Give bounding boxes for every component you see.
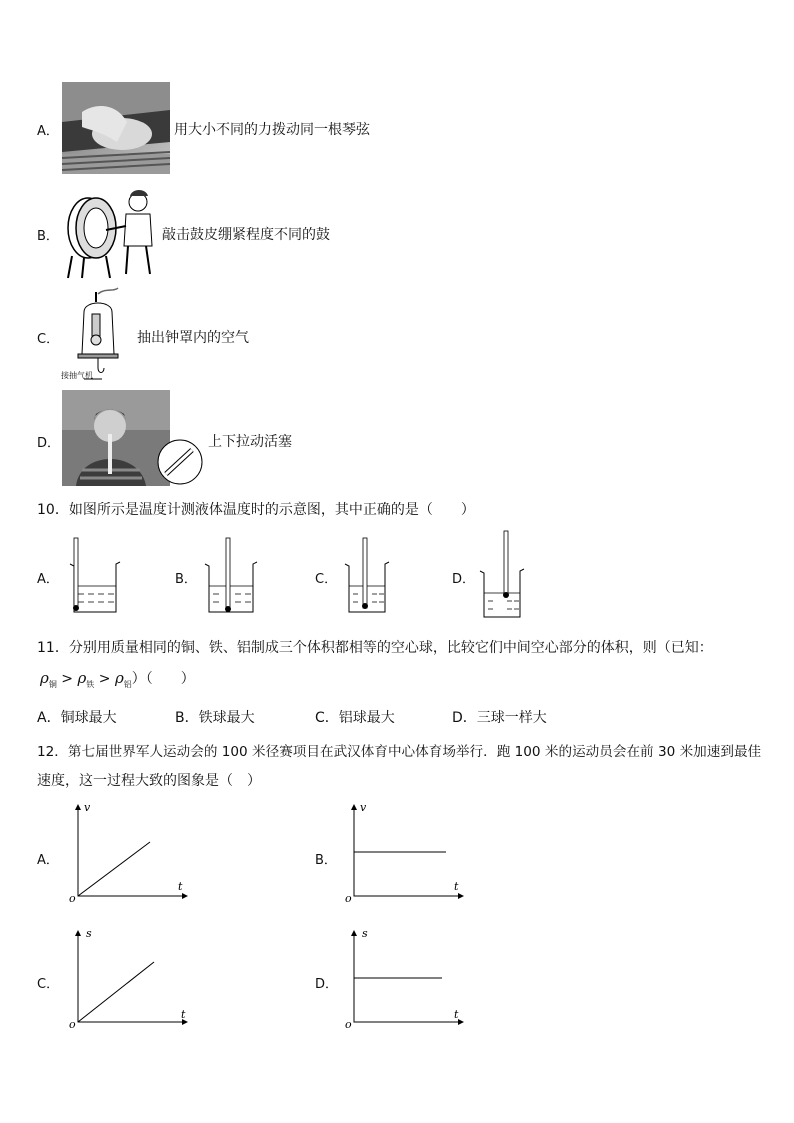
q12-option-b-label: B． [315,853,337,868]
graph-d-y-label: s [362,927,368,940]
drum-illustration [62,186,158,278]
graph-c-origin: o [69,1018,76,1031]
q12-option-d-label: D． [315,977,339,992]
q11-option-a-label: A． [37,710,61,726]
beaker-thermometer-c [345,536,389,614]
q11-option-a [37,707,117,727]
q9-option-c-label: C． [37,332,60,347]
q9-option-d-label: D． [37,436,61,451]
rho-aluminum-sub: 铝 [123,679,132,689]
syringe-whistle-photo [62,390,204,486]
graph-c-x-label: t [181,1008,186,1021]
q11-formula-tail: ）（ ） [131,671,195,687]
rho-iron: ρ [77,669,87,687]
rho-copper: ρ [40,669,49,687]
graph-a [66,800,196,904]
q9-option-b-text: 敲击鼓皮绷紧程度不同的鼓 [162,227,330,243]
graph-d [342,926,472,1030]
q12-option-c-label: C． [37,977,60,992]
q11-stem: 11．分别用质量相同的铜、铁、铝制成三个体积都相等的空心球，比较它们中间空心部分的体积，则（已知： [37,640,713,656]
beaker-thermometer-b [205,536,257,614]
q9-option-d-text: 上下拉动活塞 [208,434,292,450]
graph-a-y-label: v [84,801,91,814]
rho-iron-sub: 铁 [86,679,95,689]
beaker-thermometer-a [70,536,120,616]
q9-option-a-label: A． [37,124,59,139]
q10-option-c-label: C． [315,572,338,587]
graph-a-line [78,842,150,896]
q11-option-b [175,707,255,727]
q11-option-d-label: D． [452,710,477,726]
guitar-photo [62,82,170,174]
graph-a-origin: o [69,892,76,905]
graph-d-x-label: t [454,1008,459,1021]
q11-option-c-label: C． [315,710,339,726]
q10-stem: 10．如图所示是温度计测液体温度时的示意图，其中正确的是（ ） [37,502,475,518]
beaker-thermometer-d [480,529,524,619]
rho-aluminum: ρ [114,669,124,687]
q11-option-c-text: 铝球最大 [338,710,395,726]
q11-option-c [315,707,395,727]
q11-option-d [452,707,547,727]
q11-option-b-text: 铁球最大 [198,710,255,726]
q12-stem-line2: 速度，这一过程大致的图象是（ ） [37,773,261,789]
gt-1: > [61,671,74,687]
graph-b-y-label: v [360,801,367,814]
q9-option-c-text: 抽出钟罩内的空气 [137,330,249,346]
q11-option-d-text: 三球一样大 [476,710,547,726]
graph-c [66,926,196,1030]
q9-option-b-label: B． [37,229,59,244]
q11-option-b-label: B． [175,710,199,726]
q12-stem-line1: 12．第七届世界军人运动会的 100 米径赛项目在武汉体育中心体育场举行．跑 100 米的运动员会在前 30 米加速到最佳 [37,744,762,760]
q10-option-b-label: B． [175,572,197,587]
q12-option-a-label: A． [37,853,59,868]
graph-c-y-label: s [86,927,92,940]
gt-2: > [98,671,111,687]
graph-b [342,800,472,904]
rho-copper-sub: 铜 [48,679,57,689]
pump-arrow [84,376,104,382]
bell-jar-illustration [60,288,132,380]
graph-b-origin: o [345,892,352,905]
q10-option-d-label: D． [452,572,476,587]
q9-option-a-text: 用大小不同的力拨动同一根琴弦 [174,122,370,138]
q11-option-a-text: 铜球最大 [60,710,117,726]
q10-option-a-label: A． [37,572,59,587]
graph-c-line [78,962,154,1022]
graph-a-x-label: t [178,880,183,893]
q9-option-c-caption: 接抽气机 [61,371,93,380]
q11-density-formula [40,668,195,690]
graph-b-x-label: t [454,880,459,893]
graph-d-origin: o [345,1018,352,1031]
